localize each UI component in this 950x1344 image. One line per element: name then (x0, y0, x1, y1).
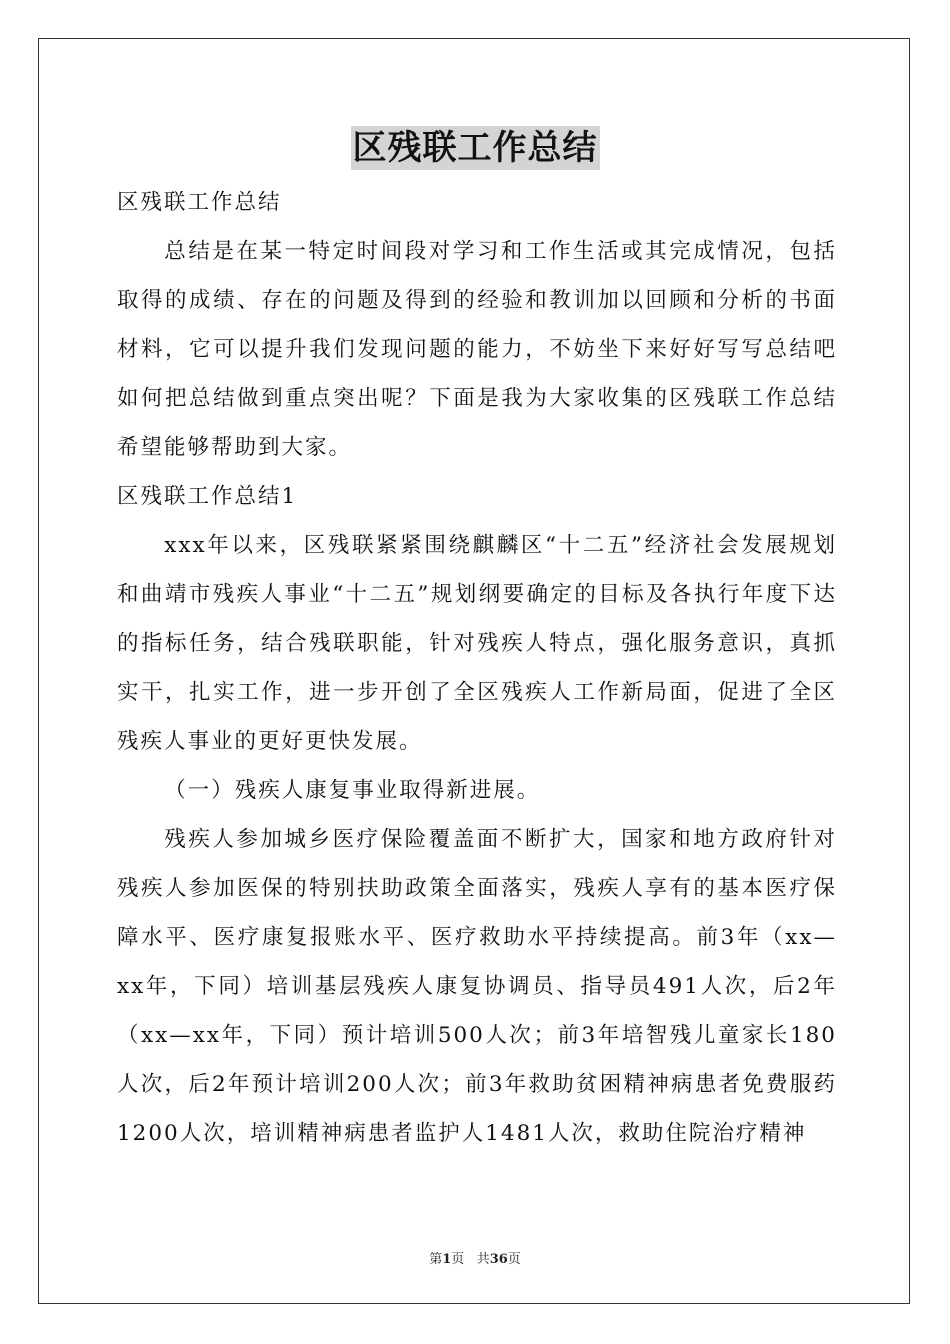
page-prefix: 第 (429, 1252, 443, 1267)
body-paragraph: 残疾人参加城乡医疗保险覆盖面不断扩大，国家和地方政府针对残疾人参加医保的特别扶助政策全面落实，残疾人享有的基本医疗保障水平、医疗康复报账水平、医疗救助水平持续提高。前3年（xx—xx年，下同）培训基层残疾人康复协调员、指导员491人次，后2年（xx—xx年，下同）预计培训500人次；前3年培智残儿童家长180人次，后2年预计培训200人次；前3年救助贫困精神病患者免费服药1200人次，培训精神病患者监护人1481人次，救助住院治疗精神 (117, 827, 837, 1146)
body-paragraph: xxx年以来，区残联紧紧围绕麒麟区“十二五”经济社会发展规划和曲靖市残疾人事业“十二五”规划纲要确定的目标及各执行年度下达的指标任务，结合残联职能，针对残疾人特点，强化服务意识，真抓实干，扎实工作，进一步开创了全区残疾人工作新局面，促进了全区残疾人事业的更好更快发展。 (117, 533, 837, 754)
page-suffix: 页 (451, 1252, 465, 1267)
body-paragraph: 总结是在某一特定时间段对学习和工作生活或其完成情况，包括取得的成绩、存在的问题及得到的经验和教训加以回顾和分析的书面材料，它可以提升我们发现问题的能力，不妨坐下来好好写写总结吧如何把总结做到重点突出呢？下面是我为大家收集的区残联工作总结希望能够帮助到大家。 (117, 239, 837, 460)
page-footer (0, 1248, 950, 1267)
title-container (0, 126, 950, 170)
section-heading: 区残联工作总结1 (117, 484, 298, 509)
subsection-heading: （一）残疾人康复事业取得新进展。 (164, 778, 541, 803)
total-suffix: 页 (507, 1252, 521, 1267)
section-heading: 区残联工作总结 (117, 190, 282, 215)
page-number: 1 (442, 1252, 452, 1267)
total-prefix: 共 (476, 1252, 490, 1267)
document-title: 区残联工作总结 (352, 128, 598, 168)
document-body (117, 178, 837, 1158)
total-pages: 36 (489, 1252, 508, 1267)
